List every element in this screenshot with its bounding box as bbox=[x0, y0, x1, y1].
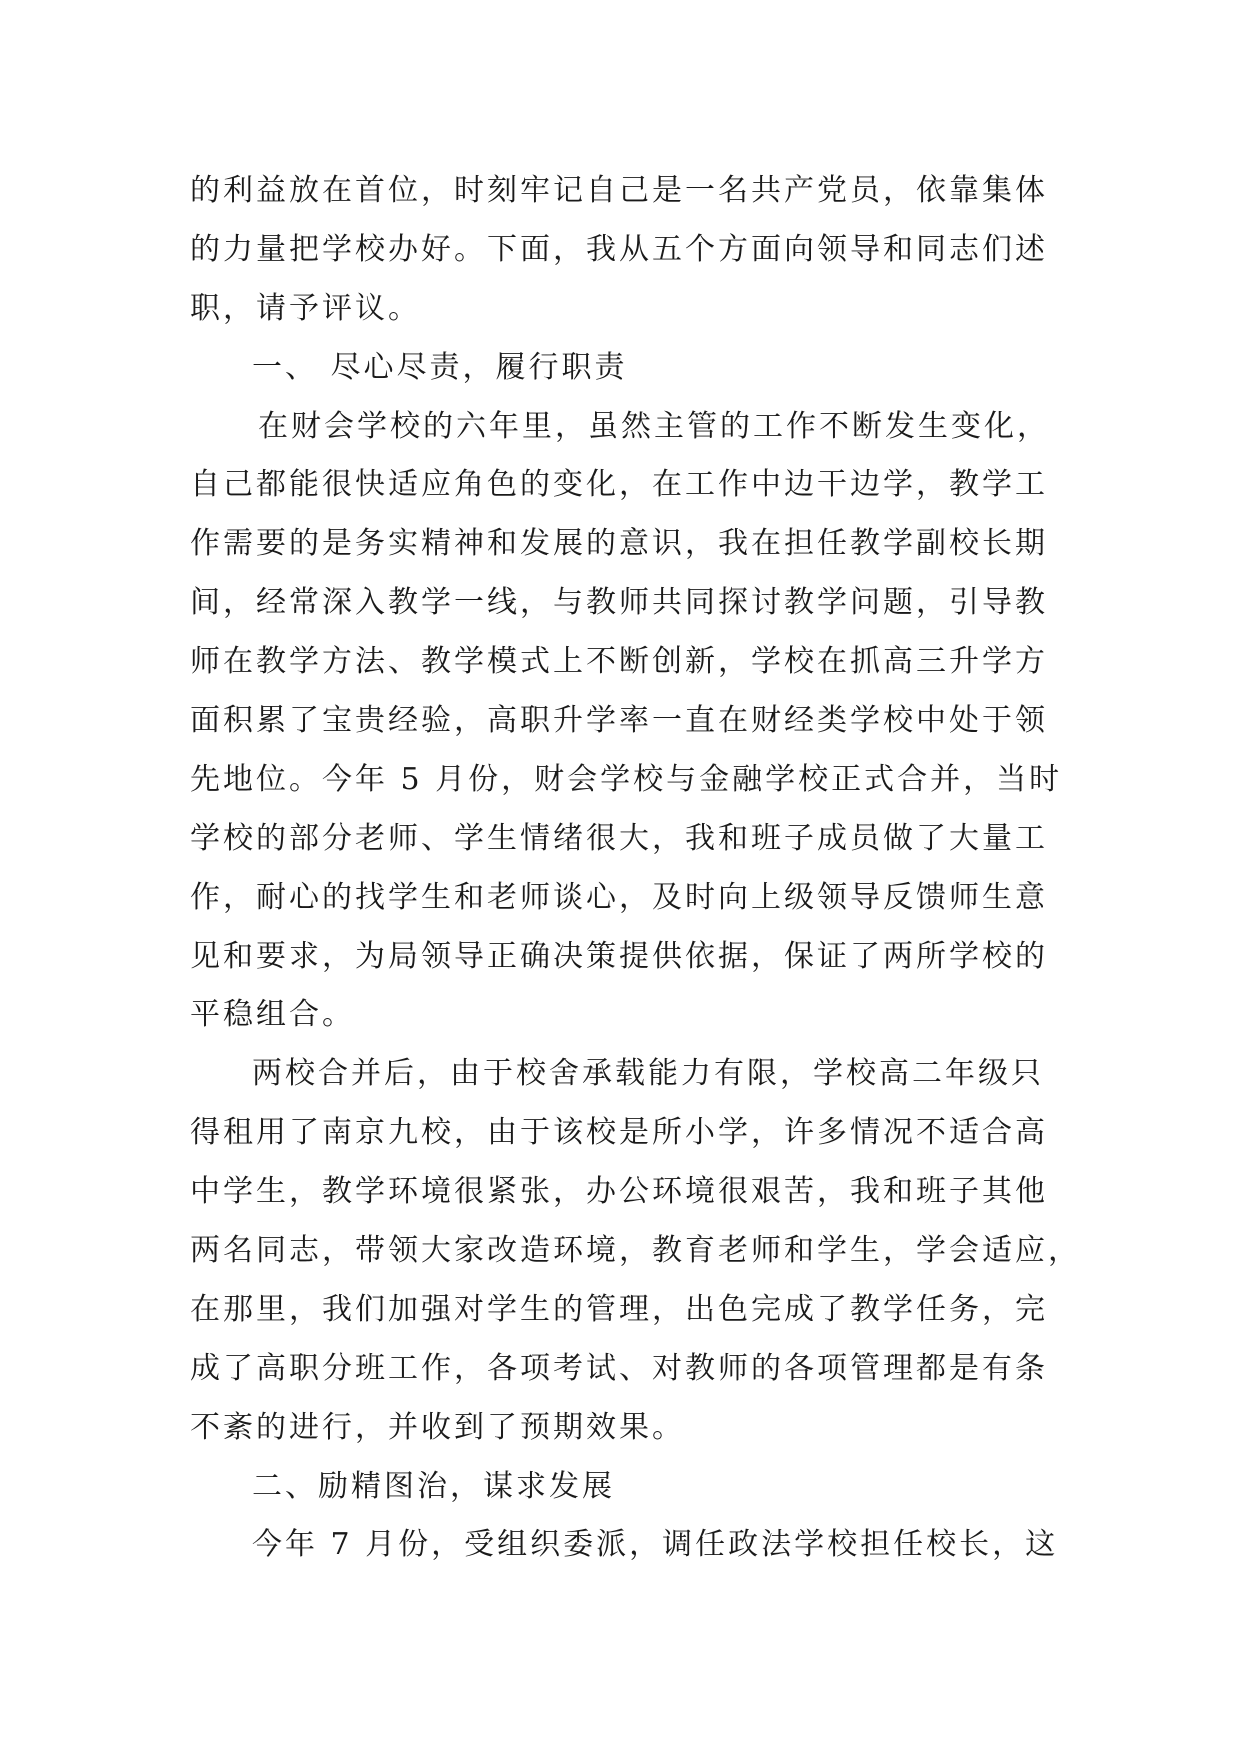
text-line: 自己都能很快适应角色的变化，在工作中边干边学，教学工 bbox=[190, 467, 1048, 503]
text-line: 师在教学方法、教学模式上不断创新，学校在抓高三升学方 bbox=[190, 644, 1048, 680]
text-line: 中学生，教学环境很紧张，办公环境很艰苦，我和班子其他 bbox=[190, 1174, 1048, 1210]
section-heading: 二、励精图治，谋求发展 bbox=[252, 1468, 615, 1504]
text-line: 两校合并后，由于校舍承载能力有限，学校高二年级只 bbox=[252, 1056, 1044, 1092]
text-line: 得租用了南京九校，由于该校是所小学，许多情况不适合高 bbox=[190, 1115, 1048, 1151]
text-line: 今年 7 月份，受组织委派，调任政法学校担任校长，这 bbox=[252, 1527, 1059, 1563]
text-line: 作需要的是务实精神和发展的意识，我在担任教学副校长期 bbox=[190, 526, 1048, 562]
text-line: 作，耐心的找学生和老师谈心，及时向上级领导反馈师生意 bbox=[190, 879, 1048, 915]
text-line: 在财会学校的六年里，虽然主管的工作不断发生变化， bbox=[258, 408, 1050, 444]
text-line: 在那里，我们加强对学生的管理，出色完成了教学任务，完 bbox=[190, 1291, 1048, 1327]
text-line: 面积累了宝贵经验，高职升学率一直在财经类学校中处于领 bbox=[190, 703, 1048, 739]
text-line: 先地位。今年 5 月份，财会学校与金融学校正式合并，当时 bbox=[190, 761, 1063, 797]
text-line: 的力量把学校办好。下面，我从五个方面向领导和同志们述 bbox=[190, 231, 1048, 267]
text-line: 间，经常深入教学一线，与教师共同探讨教学问题，引导教 bbox=[190, 585, 1048, 621]
section-heading: 一、 尽心尽责，履行职责 bbox=[252, 349, 628, 385]
text-line: 学校的部分老师、学生情绪很大，我和班子成员做了大量工 bbox=[190, 820, 1048, 856]
text-line: 平稳组合。 bbox=[190, 997, 355, 1033]
text-line: 两名同志，带领大家改造环境，教育老师和学生，学会适应， bbox=[190, 1233, 1081, 1269]
text-line: 见和要求，为局领导正确决策提供依据，保证了两所学校的 bbox=[190, 938, 1048, 974]
text-line: 的利益放在首位，时刻牢记自己是一名共产党员，依靠集体 bbox=[190, 173, 1048, 208]
document-body bbox=[190, 162, 1081, 1575]
text-line: 职，请予评议。 bbox=[190, 290, 421, 326]
text-line: 成了高职分班工作，各项考试、对教师的各项管理都是有条 bbox=[190, 1350, 1048, 1386]
text-line: 不紊的进行，并收到了预期效果。 bbox=[190, 1409, 685, 1445]
